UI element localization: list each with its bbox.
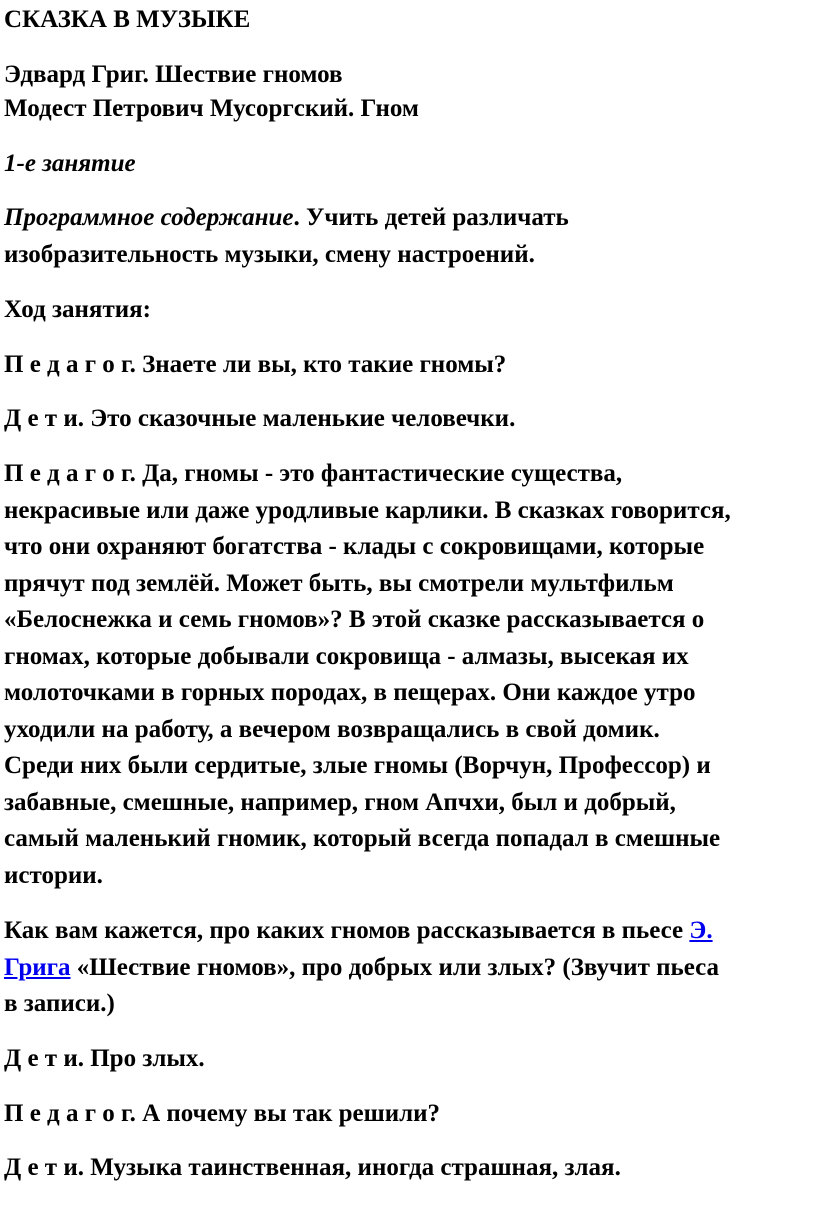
work-grieg: Эдвард Григ. Шествие гномов	[4, 61, 343, 88]
paragraph-line: П е д а г о г. Да, гномы - это фантастические существа,	[4, 460, 623, 487]
work-mussorgsky: Модест Петрович Мусоргский. Гном	[4, 95, 419, 122]
program-text-1: . Учить детей различать	[293, 204, 569, 231]
dialog-children-2: Д е т и. Про злых.	[4, 1045, 205, 1072]
question-line-2	[4, 950, 719, 986]
lesson-label: 1-е занятие	[4, 150, 136, 177]
grieg-link[interactable]: Э.	[689, 917, 713, 944]
question-line-1	[4, 913, 713, 949]
paragraph-line: гномах, которые добывали сокровища - алмазы, высекая их	[4, 643, 689, 670]
paragraph-line: «Белоснежка и семь гномов»? В этой сказке рассказывается о	[4, 606, 705, 633]
document-title: СКАЗКА В МУЗЫКЕ	[4, 6, 251, 33]
grieg-link-continued[interactable]: Грига	[4, 954, 71, 981]
paragraph-line: молоточками в горных породах, в пещерах. Они каждое утро	[4, 679, 696, 706]
program-label: Программное содержание	[4, 204, 294, 231]
paragraph-line: что они охраняют богатства - клады с сокровищами, которые	[4, 533, 705, 560]
question-line-3: в записи.)	[4, 990, 115, 1017]
paragraph-line: истории.	[4, 862, 103, 889]
paragraph-line: Среди них были сердитые, злые гномы (Ворчун, Профессор) и	[4, 752, 711, 779]
course-heading: Ход занятия:	[4, 296, 151, 323]
paragraph-line: прячут под землёй. Может быть, вы смотрели мультфильм	[4, 570, 674, 597]
dialog-children-1: Д е т и. Это сказочные маленькие человечки.	[4, 405, 516, 432]
paragraph-line: забавные, смешные, например, гном Апчхи, был и добрый,	[4, 789, 676, 816]
dialog-teacher-2: П е д а г о г. А почему вы так решили?	[4, 1100, 441, 1127]
dialog-teacher-1: П е д а г о г. Знаете ли вы, кто такие гномы?	[4, 351, 507, 378]
paragraph-line: некрасивые или даже уродливые карлики. В сказках говорится,	[4, 497, 731, 524]
paragraph-line: уходили на работу, а вечером возвращались в свой домик.	[4, 716, 660, 743]
program-line-2: изобразительность музыки, смену настроений.	[4, 241, 535, 268]
paragraph-line: самый маленький гномик, который всегда попадал в смешные	[4, 825, 721, 852]
question-text-2: «Шествие гномов», про добрых или злых? (Звучит пьеса	[70, 954, 720, 981]
question-text-1: Как вам кажется, про каких гномов рассказывается в пьесе	[4, 917, 690, 944]
program-line-1	[4, 200, 569, 236]
dialog-children-3: Д е т и. Музыка таинственная, иногда страшная, злая.	[4, 1154, 621, 1181]
